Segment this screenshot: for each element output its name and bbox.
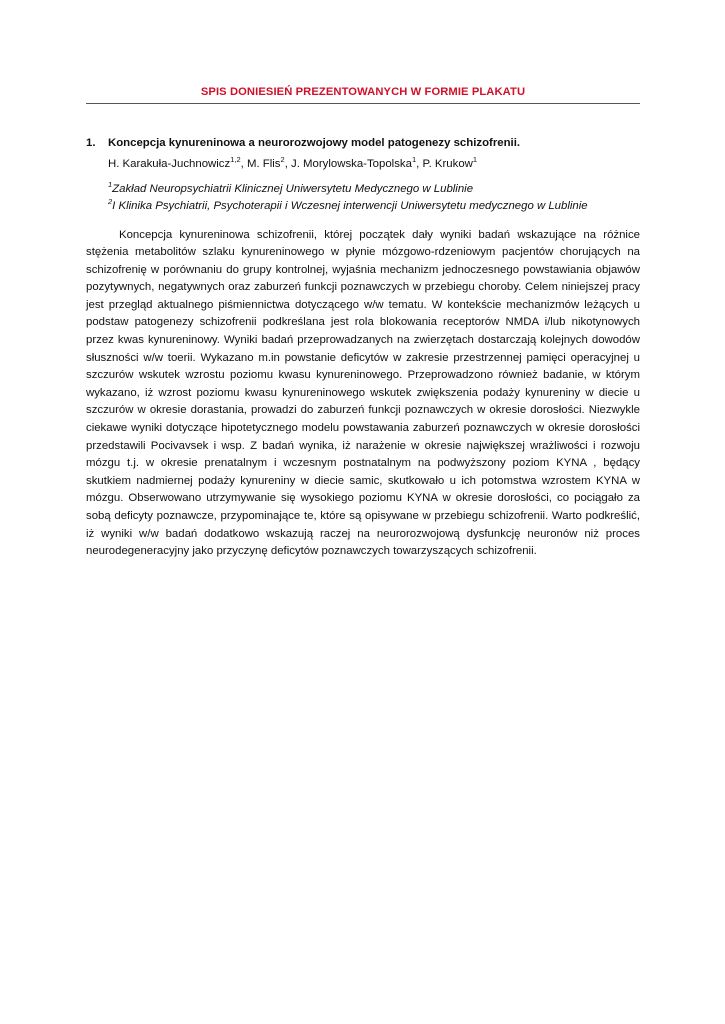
abstract-body: Koncepcja kynureninowa schizofrenii, której początek dały wyniki badań wskazujące na różnice stężenia metabolitów szlaku kynureninowego w płynie mózgowo-rdzeniowym pacjentów chorujących na schizofrenię w porównaniu do grupy kontrolnej, wyjaśnia mechanizm jednoczesnego powstawiania objawów pozytywnych, negatywnych oraz zaburzeń funkcji poznawczych w przebiegu choroby. Celem niniejszej pracy jest przegląd aktualnego piśmiennictwa dotyczącego w/w tematu. W kontekście mechanizmów leżących u podstaw patogenezy schizofrenii podkreślana jest rola blokowania receptorów NMDA i/lub nikotynowych przez kwas kynureninowy. Wyniki badań przeprowadzanych na zwierzętach dostarczają kolejnych dowodów słuszności w/w toerii. Wykazano m.in powstanie deficytów w zakresie przestrzennej pamięci operacyjnej u szczurów wskutek wzrostu poziomu kwasu kynureninowego. Przeprowadzono również badanie, w którym wykazano, iż wzrost poziomu kwasu kynureninowego wskutek zwiększenia podaży kynureniny w diecie u szczurów w okresie dorastania, prowadzi do zaburzeń funkcji poznawczych w okresie dorosłości. Niezwykle ciekawe wyniki dotyczące hipotetycznego modelu powstawania zaburzeń poznawczych w okresie dorosłości przedstawili Pocivavsek i wsp. Z badań wynika, iż narażenie w okresie największej wrażliwości i rozwoju mózgu t.j. w okresie prenatalnym i wczesnym postnatalnym na podwyższony poziom KYNA , będący skutkiem nadmiernej podaży kynureniny w diecie samic, skutkowało u ich potomstwa wzrostem KYNA w mózgu. Obserwowano utrzymywanie się wysokiego poziomu KYNA w okresie dorosłości, co pociągało za sobą deficyty poznawcze, przypominające te, które są opisywane w przebiegu schizofrenii. Warto podkreślić, iż wyniki w/w badań dodatkowo wskazują raczej na neurorozwojową dysfunkcję neuronów niż proces neurodegeneracyjny jako przyczynę deficytów poznawczych towarzyszących schizofrenii. xyxy=(86,228,640,558)
author-affiliation-mark: 1 xyxy=(411,154,417,164)
author-separator: , xyxy=(284,157,292,170)
affiliation-mark: 1 xyxy=(108,179,113,189)
author-affiliation-mark: 1 xyxy=(472,154,478,164)
affiliation-item xyxy=(108,198,640,215)
author-separator: , xyxy=(240,157,247,170)
entry-title: Koncepcja kynureninowa a neurorozwojowy model patogenezy schizofrenii. xyxy=(108,137,521,149)
page-title: SPIS DONIESIEŃ PREZENTOWANYCH W FORMIE PLAKATU xyxy=(200,86,526,98)
author-separator: , xyxy=(416,157,423,170)
author-name: P. Krukow xyxy=(422,157,473,170)
affiliation-item xyxy=(108,181,640,198)
entry-title-row xyxy=(86,135,640,153)
entry-number: 1. xyxy=(86,137,96,149)
author-list xyxy=(108,156,640,174)
author-name: H. Karakuła-Juchnowicz xyxy=(108,157,231,170)
author-name: M. Flis xyxy=(246,157,281,170)
author-affiliation-mark: 2 xyxy=(280,154,285,164)
author-name: J. Morylowska-Topolska xyxy=(291,157,412,170)
affiliation-mark: 2 xyxy=(108,196,113,206)
affiliation-text: Zakład Neuropsychiatrii Klinicznej Uniwersytetu Medycznego w Lublinie xyxy=(112,182,474,195)
affiliation-text: I Klinika Psychiatrii, Psychoterapii i Wczesnej interwencji Uniwersytetu medycznego w Lublinie xyxy=(112,199,588,212)
abstract-entry xyxy=(86,135,640,572)
header-divider xyxy=(86,103,640,104)
author-affiliation-mark: 1,2 xyxy=(230,154,241,164)
affiliation-list xyxy=(86,181,640,215)
